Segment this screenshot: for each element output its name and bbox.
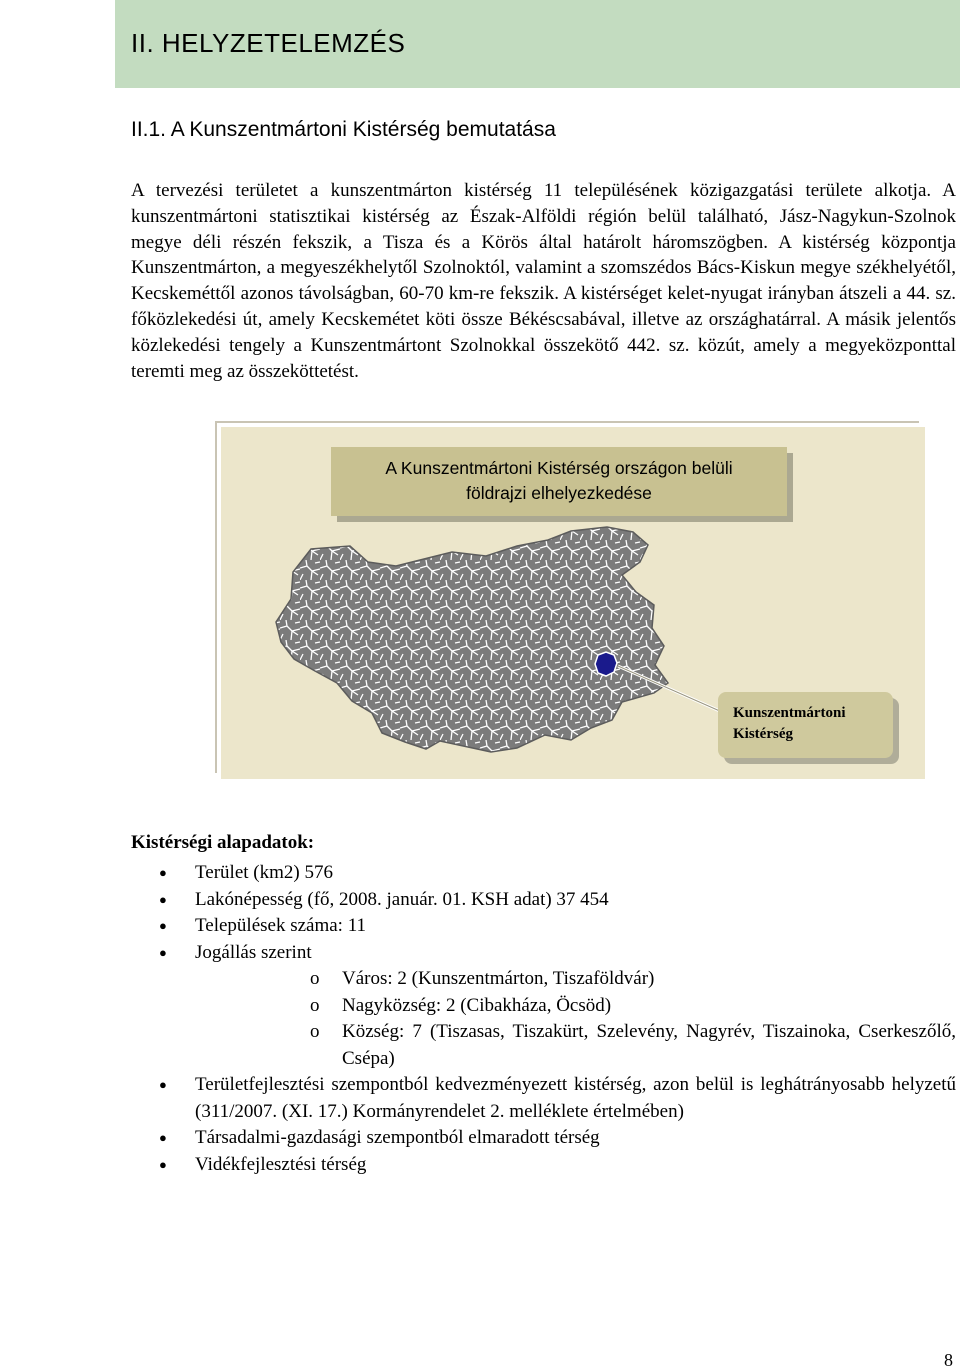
- list-item: ● Települések száma: 11: [131, 913, 956, 940]
- map-callout-label: [718, 692, 893, 758]
- basic-data-heading: Kistérségi alapadatok:: [131, 832, 315, 853]
- sub-list-item-text: Nagyközség: 2 (Cibakháza, Öcsöd): [342, 994, 612, 1016]
- sub-bullet-marker: o: [310, 994, 320, 1016]
- chapter-title: II. HELYZETELEMZÉS: [131, 28, 406, 58]
- sub-bullet-marker: o: [310, 968, 320, 989]
- sub-list-item: [195, 966, 956, 993]
- sub-bullet-marker: o: [310, 1021, 320, 1042]
- callout-line2: Kistérség: [733, 725, 793, 742]
- intro-paragraph: A tervezési területet a kunszentmárton kistérség 11 településének közigazgatási területe alkotja. A kunszentmártoni statisztikai kistérség az Észak-Alföldi régión belül található, Jász-Nagykun-Szolnok megye déli részén fekszik, a Tisza és a Körös által határolt háromszögben. A kistérség központja Kunszentmárton, a megyeszékhelytől Szolnoktól, valamint a szomszédos Bács-Kiskun megye székhelyétől, Kecskeméttől azonos távolságban, 60-70 km-re fekszik. A kistérséget kelet-nyugat irányban átszeli a 44. sz. főközlekedési út, amely Kecskemétet köti össze Békéscsabával, illetve az országhatárral. A másik jelentős közlekedési tengely a Kunszentmártont Szolnokkal összekötő 442. sz. közút, amely a megyeközponttal teremti meg az összeköttetést.: [131, 180, 956, 382]
- list-item: ● Területfejlesztési szempontból kedvezményezett kistérség, azon belül is leghátrányosabb helyzetű (311/2007. (XI. 17.) Kormányrendelet 2. melléklete értelmében): [131, 1072, 956, 1125]
- map-title-box: [331, 447, 787, 516]
- list-item-label: Jogállás szerint: [195, 941, 312, 963]
- basic-data-list: [131, 860, 956, 1178]
- list-item: ● Lakónépesség (fő, 2008. január. 01. KSH adat) 37 454: [131, 887, 956, 914]
- map-title-line1: A Kunszentmártoni Kistérség országon belüli: [385, 458, 733, 478]
- page-number: 8: [944, 1350, 953, 1370]
- sub-list-item: [195, 1019, 956, 1072]
- sub-list-item-text: Város: 2 (Kunszentmárton, Tiszaföldvár): [342, 968, 655, 989]
- kistérség-highlight-marker: [595, 652, 617, 676]
- list-item: ● Társadalmi-gazdasági szempontból elmaradott térség: [131, 1125, 956, 1152]
- list-item: ● Vidékfejlesztési térség: [131, 1152, 956, 1179]
- legal-status-sublist: [195, 966, 956, 1072]
- list-item: ● Terület (km2) 576: [131, 860, 956, 887]
- sub-list-item-text: Község: 7 (Tiszasas, Tiszakürt, Szelevény, Nagyrév, Tiszainoka, Cserkeszőlő, Csépa): [342, 1021, 956, 1069]
- map-title-line2: földrajzi elhelyezkedése: [466, 483, 652, 503]
- sub-list-item: [195, 993, 956, 1020]
- list-item-legal-status: [131, 940, 956, 1073]
- hungary-country-shape: [276, 527, 668, 752]
- section-title: II.1. A Kunszentmártoni Kistérség bemutatása: [131, 118, 556, 141]
- callout-line1: Kunszentmártoni: [733, 705, 846, 721]
